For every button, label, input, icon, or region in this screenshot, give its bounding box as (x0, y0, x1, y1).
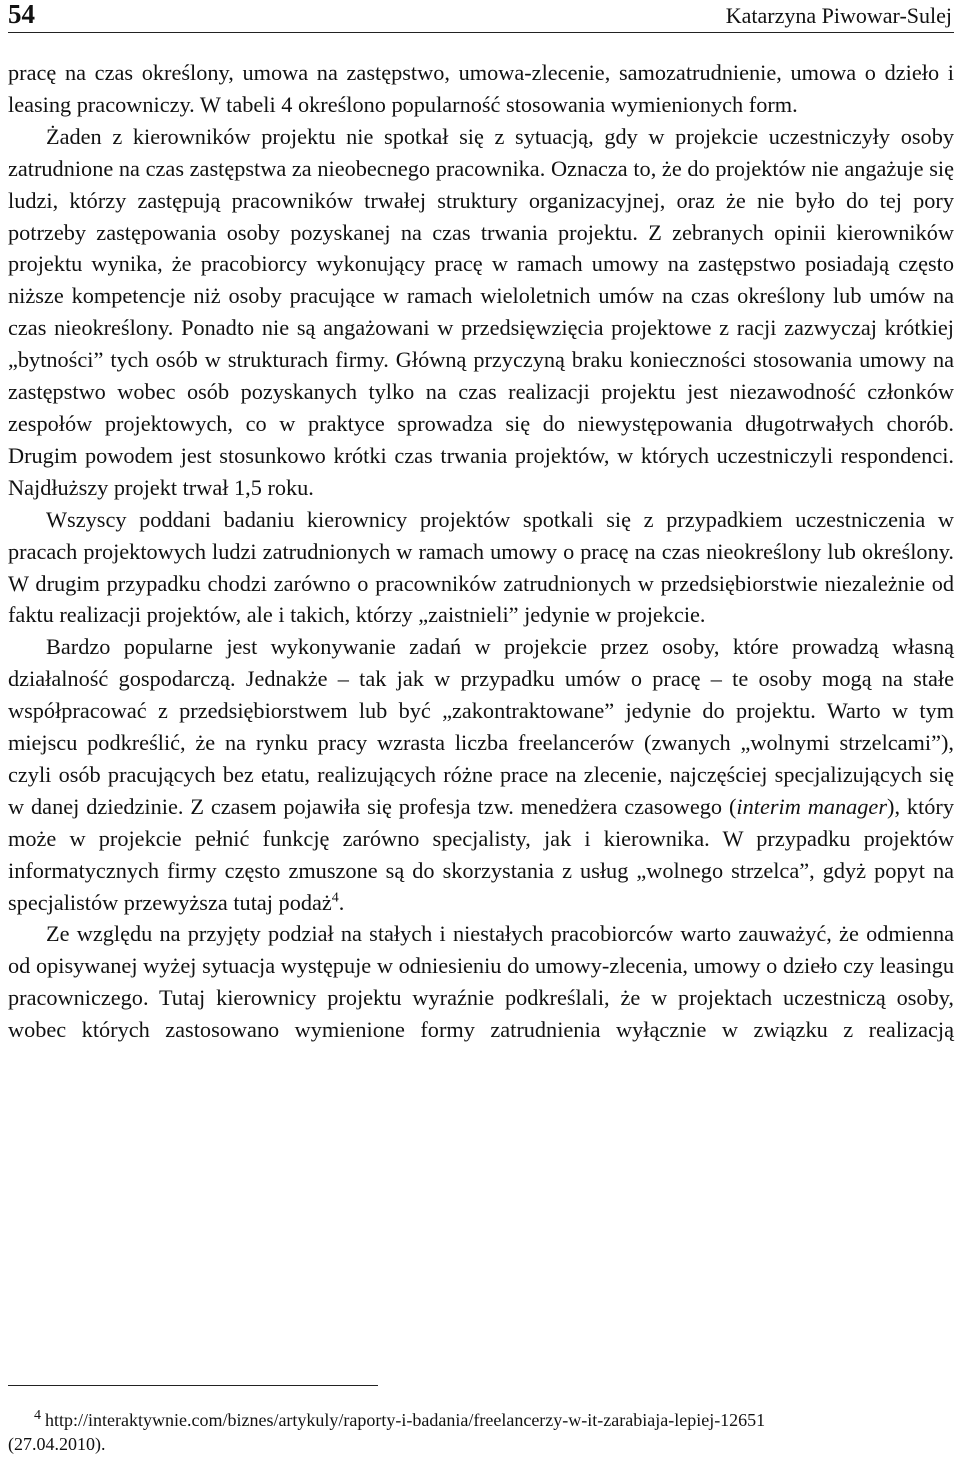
running-head-author: Katarzyna Piwowar-Sulej (725, 3, 952, 28)
footnote-separator (8, 1385, 378, 1386)
paragraph-4-italic-term: interim manager (736, 793, 888, 819)
paragraph-2: Żaden z kierowników projektu nie spotkał się z sytuacją, gdy w projekcie uczestniczyły osoby zatrudnione na czas zastępstwa za nieobecnego pracownika. Oznacza to, że do projektów nie angażuje się ludzi, którzy zastępują pracowników trwałej struktury organizacyjnej, oraz że nie było do tej pory potrzeby zastępowania osoby pozyskanej na czas trwania projektu. Z zebranych opinii kierowników projektu wynika, że pracobiorcy wykonujący pracę w ramach umowy na zastępstwo posiadają często niższe kompetencje niż osoby pracujące w ramach wieloletnich umów na czas określony lub umów na czas nieokreślony. Ponadto nie są angażowani w przedsięwzięcia projektowe z racji zazwyczaj krótkiej „bytności” tych osób w strukturach firmy. Główną przyczyną braku konieczności stosowania umowy na zastępstwo wobec osób pozyskanych tylko na czas realizacji projektu jest niezawodność członków zespołów projektowych, co w praktyce sprowadza się do niewystępowania długotrwałych chorób. Drugim powodem jest stosunkowo krótki czas trwania projektów, w których uczestniczyli respondenci. Najdłuższy projekt trwał 1,5 roku. (8, 123, 954, 500)
page-header (8, 0, 954, 33)
paragraph-3: Wszyscy poddani badaniu kierownicy projektów spotkali się z przypadkiem uczestniczenia w pracach projektowych ludzi zatrudnionych w ramach umowy o pracę na czas nieokreślony lub określony. W drugim przypadku chodzi zarówno o pracowników zatrudnionych w przedsiębiorstwie niezależnie od faktu realizacji projektów, ale i takich, którzy „zaistnieli” jedynie w projekcie. (8, 506, 954, 628)
footnote-line-1 (8, 1408, 954, 1432)
footnote-date: (27.04.2010). (8, 1434, 106, 1454)
page-number: 54 (8, 0, 35, 29)
footnote-mark: 4 (34, 1408, 41, 1423)
paragraph-5: Ze względu na przyjęty podział na stałych i niestałych pracobiorców warto zauważyć, że odmienna od opisywanej wyżej sytuacja występuje w odniesieniu do umowy-zlecenia, umowy o dzieło czy leasingu pracowniczego. Tutaj kierownicy projektu wyraźnie podkreślali, że w projektach uczestniczą osoby, wobec których zastosowano wymienione formy zatrudnienia wyłącznie w związku z realizacją (8, 921, 954, 1043)
paragraph-4-text-a: Bardzo popularne jest wykonywanie zadań w projekcie przez osoby, które prowadzą własną działalność gospodarczą. Jednakże – tak jak w przypadku umów o pracę – te osoby mogą na stałe współpracować z przedsiębiorstwem lub być „zakontraktowane” jedynie do projektu. Warto w tym miejscu podkreślić, że na rynku pracy wzrasta liczba freelancerów (zwanych „wolnymi strzelcami”), czyli osób pracujących bez etatu, realizujących różne prace na zlecenie, najczęściej specjalizujących się w danej dziedzinie. Z czasem pojawiła się profesja tzw. menedżera czasowego ( (8, 634, 954, 819)
body-text (8, 57, 954, 1046)
footnote-reference[interactable]: 4 (331, 890, 339, 906)
footnote-url[interactable]: http://interaktywnie.com/biznes/artykuly/raporty-i-badania/freelancerzy-w-it-zarabiaja-lepiej-12651 (45, 1410, 766, 1430)
paragraph-4 (8, 631, 954, 918)
footnote (8, 1408, 954, 1456)
paragraph-4-text-b: ), który może w projekcie pełnić funkcję zarówno specjalisty, jak i kierownika. W przypadku projektów informatycznych firmy często zmuszone są do skorzystania z usług „wolnego strzelca”, gdyż popyt na specjalistów przewyższa tutaj podaż (8, 793, 955, 915)
paragraph-4-end: . (338, 889, 345, 915)
paragraph-1: pracę na czas określony, umowa na zastępstwo, umowa-zlecenie, samozatrudnienie, umowa o dzieło i leasing pracowniczy. W tabeli 4 określono popularność stosowania wymienionych form. (8, 60, 954, 117)
